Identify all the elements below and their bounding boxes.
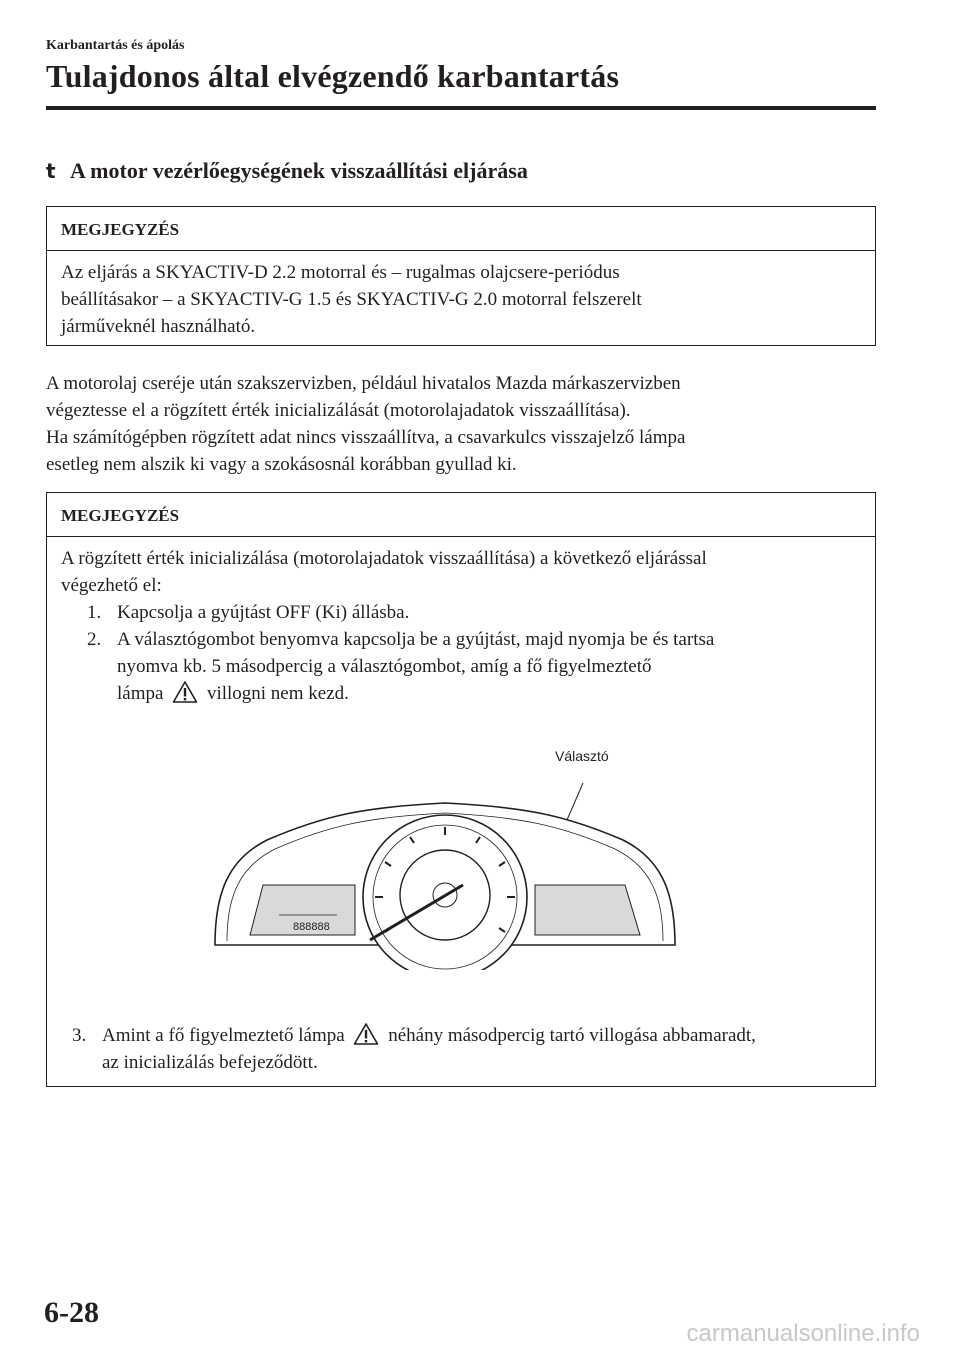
note-label: MEGJEGYZÉS	[47, 493, 875, 537]
step-text-line	[117, 680, 861, 707]
step-text: Kapcsolja a gyújtást OFF (Ki) állásba.	[117, 602, 410, 623]
selector-label: Választó	[555, 748, 609, 764]
step-text: lámpa	[117, 683, 164, 704]
step-text: nyomva kb. 5 másodpercig a választógombot, amíg a fő figyelmeztető	[117, 656, 652, 677]
paragraph-line: Ha számítógépben rögzített adat nincs visszaállítva, a csavarkulcs visszajelző lámpa	[46, 427, 686, 448]
step-text: villogni nem kezd.	[206, 683, 349, 704]
title-divider	[46, 106, 876, 110]
step-text: A választógombot benyomva kapcsolja be a gyújtást, majd nyomja be és tartsa	[117, 629, 715, 650]
step-text: az inicializálás befejeződött.	[102, 1052, 318, 1073]
odometer-readout: 888888	[293, 921, 330, 933]
note-box-1	[46, 206, 876, 346]
note-label: MEGJEGYZÉS	[47, 207, 875, 251]
step-3	[46, 1022, 876, 1076]
step-text: Amint a fő figyelmeztető lámpa	[102, 1025, 345, 1046]
note-body	[47, 251, 875, 350]
step-2	[61, 626, 861, 707]
note-line: végezhető el:	[61, 575, 162, 596]
note-line: Az eljárás a SKYACTIV-D 2.2 motorral és – rugalmas olajcsere-periódus	[61, 262, 620, 283]
step-number: 2.	[87, 629, 102, 650]
section-bullet: t	[46, 159, 56, 183]
step-number: 3.	[72, 1025, 87, 1046]
instrument-cluster-illustration	[205, 745, 685, 970]
note-line: járműveknél használható.	[61, 316, 256, 337]
note-body	[47, 537, 875, 717]
master-warning-icon	[353, 1022, 379, 1046]
watermark: carmanualsonline.info	[686, 1320, 920, 1347]
paragraph-line: végeztesse el a rögzített érték inicializálását (motorolajadatok visszaállítása).	[46, 400, 631, 421]
step-number: 1.	[87, 602, 102, 623]
paragraph-line: A motorolaj cseréje után szakszervizben, például hivatalos Mazda márkaszervizben	[46, 373, 681, 394]
body-paragraph	[46, 370, 876, 478]
page-number: 6-28	[44, 1296, 99, 1329]
paragraph-line: esetleg nem alszik ki vagy a szokásosnál korábban gyullad ki.	[46, 454, 517, 475]
section-heading	[46, 158, 528, 184]
step-text: néhány másodpercig tartó villogása abbamaradt,	[388, 1025, 756, 1046]
step-1	[61, 599, 861, 626]
section-heading-text: A motor vezérlőegységének visszaállítási eljárása	[70, 158, 528, 183]
note-line: beállításakor – a SKYACTIV-G 1.5 és SKYACTIV-G 2.0 motorral felszerelt	[61, 289, 642, 310]
breadcrumb: Karbantartás és ápolás	[46, 38, 185, 53]
note-line: A rögzített érték inicializálása (motorolajadatok visszaállítása) a következő eljárással	[61, 548, 707, 569]
master-warning-icon	[172, 680, 198, 704]
page-title: Tulajdonos által elvégzendő karbantartás	[46, 58, 620, 94]
